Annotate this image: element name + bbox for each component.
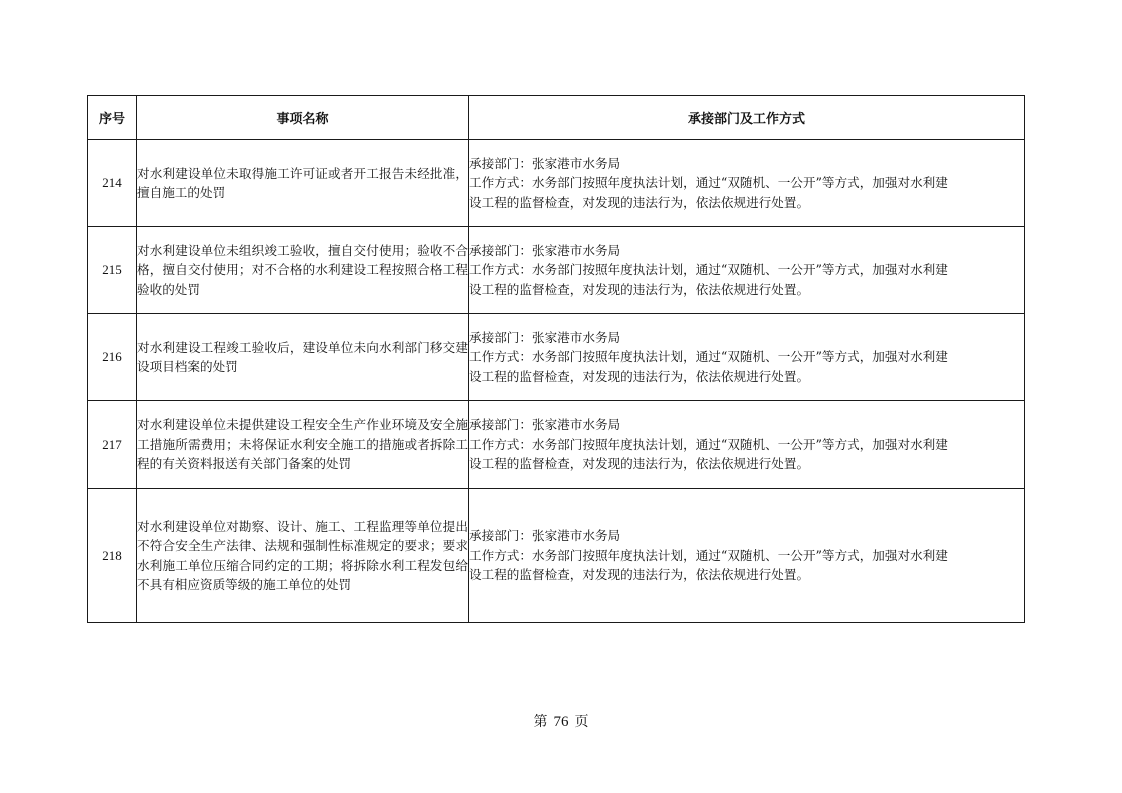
- row-item-name: 对水利建设工程竣工验收后，建设单位未向水利部门移交建设项目档案的处罚: [137, 314, 469, 401]
- items-table: [87, 95, 1025, 623]
- page-suffix: 页: [574, 714, 589, 730]
- table-row: [88, 489, 1025, 623]
- row-method-line-1: 工作方式：水务部门按照年度执法计划，通过“双随机、一公开”等方式，加强对水利建: [469, 175, 948, 191]
- table-row: [88, 314, 1025, 401]
- header-department-method: 承接部门及工作方式: [469, 96, 1025, 140]
- row-serial-number: 218: [88, 489, 137, 623]
- header-item-name: 事项名称: [137, 96, 469, 140]
- row-item-name: 对水利建设单位未组织竣工验收，擅自交付使用；验收不合格，擅自交付使用；对不合格的水利建设工程按照合格工程验收的处罚: [137, 227, 469, 314]
- row-item-name: 对水利建设单位对勘察、设计、施工、工程监理等单位提出不符合安全生产法律、法规和强制性标准规定的要求；要求水利施工单位压缩合同约定的工期；将拆除水利工程发包给不具有相应资质等级的施工单位的处罚: [137, 489, 469, 623]
- row-method-line-2: 设工程的监督检查，对发现的违法行为，依法依规进行处置。: [469, 567, 810, 583]
- table-header-row: [88, 96, 1025, 140]
- row-method-line-2: 设工程的监督检查，对发现的违法行为，依法依规进行处置。: [469, 281, 810, 297]
- row-department-method: [469, 140, 1025, 227]
- row-department-line: 承接部门：张家港市水务局: [469, 155, 621, 171]
- row-method-line-1: 工作方式：水务部门按照年度执法计划，通过“双随机、一公开”等方式，加强对水利建: [469, 547, 948, 563]
- row-department-line: 承接部门：张家港市水务局: [469, 242, 621, 258]
- row-method-line-2: 设工程的监督检查，对发现的违法行为，依法依规进行处置。: [469, 456, 810, 472]
- page-number: 76: [553, 714, 569, 730]
- row-serial-number: 215: [88, 227, 137, 314]
- row-item-name: 对水利建设单位未提供建设工程安全生产作业环境及安全施工措施所需费用；未将保证水利安全施工的措施或者拆除工程的有关资料报送有关部门备案的处罚: [137, 401, 469, 489]
- row-department-method: [469, 227, 1025, 314]
- row-serial-number: 217: [88, 401, 137, 489]
- row-serial-number: 214: [88, 140, 137, 227]
- row-department-method: [469, 401, 1025, 489]
- row-department-line: 承接部门：张家港市水务局: [469, 417, 621, 433]
- page-prefix: 第: [533, 714, 548, 730]
- row-method-line-2: 设工程的监督检查，对发现的违法行为，依法依规进行处置。: [469, 194, 810, 210]
- row-method-line-2: 设工程的监督检查，对发现的违法行为，依法依规进行处置。: [469, 368, 810, 384]
- page-number-footer: [0, 711, 1122, 731]
- row-method-line-1: 工作方式：水务部门按照年度执法计划，通过“双随机、一公开”等方式，加强对水利建: [469, 262, 948, 278]
- header-serial-number: 序号: [88, 96, 137, 140]
- row-serial-number: 216: [88, 314, 137, 401]
- row-department-line: 承接部门：张家港市水务局: [469, 329, 621, 345]
- row-department-method: [469, 314, 1025, 401]
- row-item-name: 对水利建设单位未取得施工许可证或者开工报告未经批准，擅自施工的处罚: [137, 140, 469, 227]
- row-department-method: [469, 489, 1025, 623]
- row-department-line: 承接部门：张家港市水务局: [469, 528, 621, 544]
- table-row: [88, 227, 1025, 314]
- row-method-line-1: 工作方式：水务部门按照年度执法计划，通过“双随机、一公开”等方式，加强对水利建: [469, 436, 948, 452]
- table-row: [88, 140, 1025, 227]
- table-row: [88, 401, 1025, 489]
- row-method-line-1: 工作方式：水务部门按照年度执法计划，通过“双随机、一公开”等方式，加强对水利建: [469, 349, 948, 365]
